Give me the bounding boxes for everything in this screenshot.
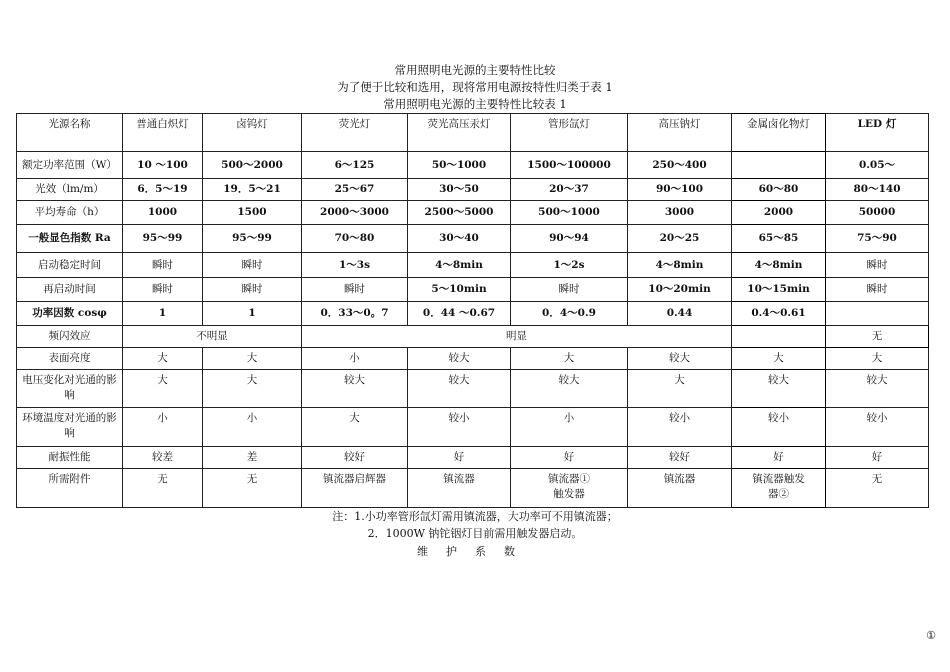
row-label: 额定功率范围（W） (17, 152, 123, 179)
table-cell: 3000 (628, 201, 732, 225)
intro-text: 为了便于比较和选用，现将常用电源按特性归类于表 1 (337, 80, 613, 94)
table-cell: 瞬时 (302, 278, 408, 302)
table-cell: 2000 (732, 201, 826, 225)
table-cell: 大 (302, 408, 408, 447)
row-label: 所需附件 (17, 469, 123, 508)
row-label: 平均寿命（h） (17, 201, 123, 225)
table-cell: 1 (123, 302, 203, 326)
table-cell: 20～25 (628, 225, 732, 253)
table-cell: 差 (203, 447, 302, 469)
table-caption: 常用照明电光源的主要特性比较表 1 (383, 97, 567, 111)
table-cell (826, 302, 929, 326)
table-cell: 1～3s (302, 253, 408, 278)
header-cell: 金属卤化物灯 (732, 114, 826, 152)
table-row (17, 201, 929, 225)
header-cell: 管形氙灯 (511, 114, 628, 152)
table-cell: 好 (511, 447, 628, 469)
table-cell: 0．33～0。7 (302, 302, 408, 326)
table-cell: 500～2000 (203, 152, 302, 179)
table-cell: 镇流器启辉器 (302, 469, 408, 508)
table-header-row (17, 114, 929, 152)
table-cell: 0.4～0.61 (732, 302, 826, 326)
table-cell (511, 469, 628, 508)
table-cell: 小 (302, 348, 408, 370)
table-cell: 65～85 (732, 225, 826, 253)
header-cell: 普通白炽灯 (123, 114, 203, 152)
table-cell: 30～40 (408, 225, 511, 253)
table-cell: 4～8min (732, 253, 826, 278)
table-cell: 瞬时 (123, 253, 203, 278)
table-cell: 95～99 (203, 225, 302, 253)
table-cell (732, 152, 826, 179)
table-cell: 较大 (302, 370, 408, 408)
light-source-comparison-table (16, 113, 929, 508)
table-cell: 小 (123, 408, 203, 447)
table-cell: 1 (203, 302, 302, 326)
row-label: 光效（lm/m） (17, 179, 123, 201)
header-cell: LED 灯 (826, 114, 929, 152)
table-cell (732, 326, 826, 348)
table-cell: 2000～3000 (302, 201, 408, 225)
table-cell: 90～94 (511, 225, 628, 253)
table-row (17, 408, 929, 447)
table-cell: 500～1000 (511, 201, 628, 225)
table-cell: 较好 (628, 447, 732, 469)
table-cell: 0.44 (628, 302, 732, 326)
table-row (17, 326, 929, 348)
table-row (17, 225, 929, 253)
table-cell: 大 (628, 370, 732, 408)
table-cell: 不明显 (123, 326, 302, 348)
table-cell: 70～80 (302, 225, 408, 253)
table-cell: 6．5～19 (123, 179, 203, 201)
table-cell: 好 (408, 447, 511, 469)
row-label: 表面亮度 (17, 348, 123, 370)
table-cell: 大 (732, 348, 826, 370)
table-cell: 1500 (203, 201, 302, 225)
table-cell: 250～400 (628, 152, 732, 179)
row-label: 频闪效应 (17, 326, 123, 348)
table-cell: 25～67 (302, 179, 408, 201)
table-cell: 6～125 (302, 152, 408, 179)
table-cell: 较小 (826, 408, 929, 447)
table-cell: 无 (826, 469, 929, 508)
table-cell: 60～80 (732, 179, 826, 201)
table-cell: 1000 (123, 201, 203, 225)
doc-title: 常用照明电光源的主要特性比较 (394, 63, 556, 77)
table-cell: 80～140 (826, 179, 929, 201)
table-cell: 19．5～21 (203, 179, 302, 201)
table-cell: 大 (203, 370, 302, 408)
table-cell: 瞬时 (123, 278, 203, 302)
table-cell: 较小 (732, 408, 826, 447)
table-cell: 较大 (511, 370, 628, 408)
table-cell: 瞬时 (511, 278, 628, 302)
header-cell: 高压钠灯 (628, 114, 732, 152)
table-cell: 镇流器 (628, 469, 732, 508)
table-cell: 大 (511, 348, 628, 370)
table-cell: 大 (123, 348, 203, 370)
table-cell: 明显 (302, 326, 732, 348)
table-cell: 无 (203, 469, 302, 508)
table-cell: 瞬时 (203, 253, 302, 278)
row-label: 功率因数 cosφ (17, 302, 123, 326)
header-cell: 卤钨灯 (203, 114, 302, 152)
table-row (17, 278, 929, 302)
table-row (17, 179, 929, 201)
table-cell: 90～100 (628, 179, 732, 201)
header-cell: 荧光高压汞灯 (408, 114, 511, 152)
header-cell: 光源名称 (17, 114, 123, 152)
row-label: 环境温度对光通的影响 (17, 408, 123, 447)
table-cell: 75～90 (826, 225, 929, 253)
table-row (17, 469, 929, 508)
maintenance-factor-heading: 维护系数 (417, 545, 533, 558)
table-row (17, 253, 929, 278)
table-cell: 20～37 (511, 179, 628, 201)
table-cell: 30～50 (408, 179, 511, 201)
table-cell: 好 (732, 447, 826, 469)
table-cell: 5～10min (408, 278, 511, 302)
note-line-2: 2．1000W 钠铊铟灯目前需用触发器启动。 (367, 527, 583, 540)
table-row (17, 447, 929, 469)
table-row (17, 348, 929, 370)
table-cell: 2500～5000 (408, 201, 511, 225)
table-cell: 较大 (408, 370, 511, 408)
table-cell: 瞬时 (826, 278, 929, 302)
table-cell: 95～99 (123, 225, 203, 253)
table-cell: 4～8min (408, 253, 511, 278)
table-cell: 0．44 ～0.67 (408, 302, 511, 326)
table-cell: 4～8min (628, 253, 732, 278)
table-cell: 小 (203, 408, 302, 447)
table-row (17, 302, 929, 326)
cell-text: 镇流器①触发器 (548, 473, 590, 500)
table-cell: 镇流器 (408, 469, 511, 508)
table-cell: 瞬时 (826, 253, 929, 278)
row-label: 一般显色指数 Ra (17, 225, 123, 253)
table-cell: 50000 (826, 201, 929, 225)
table-cell: 较大 (826, 370, 929, 408)
table-cell: 大 (203, 348, 302, 370)
table-row (17, 370, 929, 408)
note-line-1: 注：1.小功率管形氙灯需用镇流器，大功率可不用镇流器； (332, 510, 618, 523)
table-cell: 大 (826, 348, 929, 370)
cell-text: 镇流器触发器② (752, 473, 805, 500)
table-cell: 50～1000 (408, 152, 511, 179)
table-cell: 瞬时 (203, 278, 302, 302)
table-cell: 10～20min (628, 278, 732, 302)
table-cell: 1500～100000 (511, 152, 628, 179)
row-label: 电压变化对光通的影响 (17, 370, 123, 408)
table-cell: 较小 (408, 408, 511, 447)
table-cell: 较大 (732, 370, 826, 408)
table-cell: 大 (123, 370, 203, 408)
table-cell: 较大 (408, 348, 511, 370)
table-cell: 1～2s (511, 253, 628, 278)
row-label: 启动稳定时间 (17, 253, 123, 278)
page-mark: ① (926, 629, 936, 642)
table-cell: 好 (826, 447, 929, 469)
table-cell: 小 (511, 408, 628, 447)
table-cell: 10 ～100 (123, 152, 203, 179)
table-row (17, 152, 929, 179)
table-cell: 无 (826, 326, 929, 348)
table-cell: 较大 (628, 348, 732, 370)
row-label: 再启动时间 (17, 278, 123, 302)
row-label: 耐振性能 (17, 447, 123, 469)
table-cell: 较差 (123, 447, 203, 469)
table-cell: 较小 (628, 408, 732, 447)
table-cell: 0.05～ (826, 152, 929, 179)
table-cell: 较好 (302, 447, 408, 469)
header-cell: 荧光灯 (302, 114, 408, 152)
table-cell (732, 469, 826, 508)
table-cell: 0．4～0.9 (511, 302, 628, 326)
table-cell: 10～15min (732, 278, 826, 302)
table-cell: 无 (123, 469, 203, 508)
